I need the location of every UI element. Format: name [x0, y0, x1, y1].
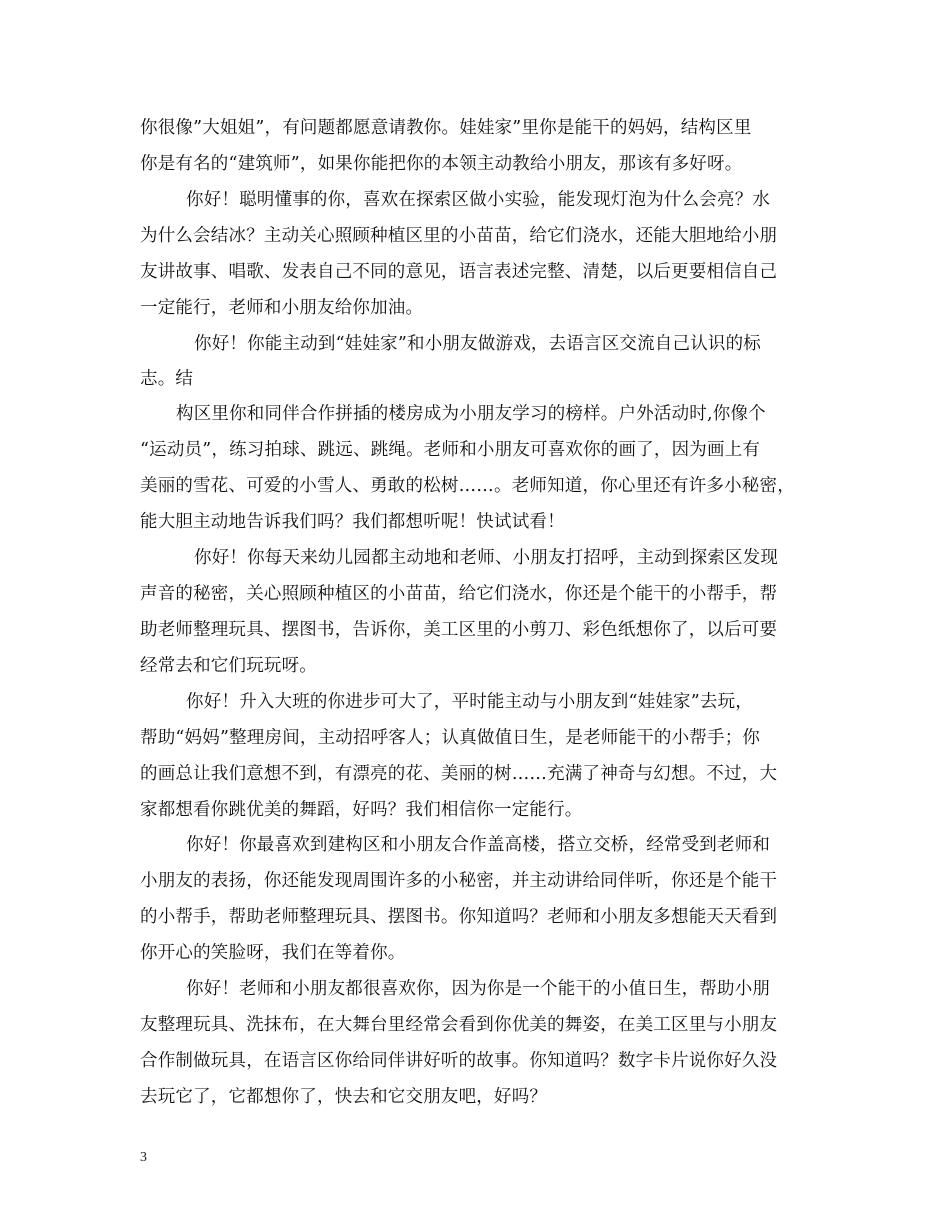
text-line: “运动员”，练习拍球、跳远、跳绳。老师和小朋友可喜欢你的画了，因为画上有	[140, 440, 761, 460]
text-line: 经常去和它们玩玩呀。	[140, 656, 317, 676]
page-number: 3	[140, 1150, 147, 1165]
text-line: 一定能行，老师和小朋友给你加油。	[140, 298, 424, 318]
text-line: 友讲故事、唱歌、发表自己不同的意见，语言表述完整、清楚，以后更要相信自己	[140, 262, 778, 282]
text-line: 你好！老师和小朋友都很喜欢你，因为你是一个能干的小值日生，帮助小朋	[186, 979, 771, 999]
text-line: 助老师整理玩具、摆图书，告诉你，美工区里的小剪刀、彩色纸想你了，以后可要	[140, 620, 778, 640]
text-line: 你是有名的“建筑师”，如果你能把你的本领主动教给小朋友，那该有多好呀。	[140, 154, 743, 174]
text-line: 你好！聪明懂事的你，喜欢在探索区做小实验，能发现灯泡为什么会亮？水	[186, 190, 771, 210]
text-line: 家都想看你跳优美的舞蹈，好吗？我们相信你一定能行。	[140, 800, 583, 820]
text-line: 的画总让我们意想不到，有漂亮的花、美丽的树……充满了神奇与幻想。不过，大	[140, 764, 778, 784]
text-line: 美丽的雪花、可爱的小雪人、勇敢的松树……。老师知道，你心里还有许多小秘密，	[140, 476, 795, 496]
text-line: 声音的秘密，关心照顾种植区的小苗苗，给它们浇水，你还是个能干的小帮手，帮	[140, 584, 778, 604]
text-line: 帮助“妈妈”整理房间，主动招呼客人；认真做值日生，是老师能干的小帮手；你	[140, 728, 761, 748]
text-line: 的小帮手，帮助老师整理玩具、摆图书。你知道吗？老师和小朋友多想能天天看到	[140, 907, 778, 927]
text-line: 你好！你每天来幼儿园都主动地和老师、小朋友打招呼，主动到探索区发现	[194, 548, 779, 568]
text-line: 你好！你能主动到“娃娃家”和小朋友做游戏，去语言区交流自己认识的标	[194, 334, 761, 354]
text-line: 能大胆主动地告诉我们吗？我们都想听呢！快试试看！	[140, 512, 565, 532]
text-line: 构区里你和同伴合作拼插的楼房成为小朋友学习的榜样。户外活动时,你像个	[176, 404, 766, 424]
text-line: 友整理玩具、洗抹布，在大舞台里经常会看到你优美的舞姿，在美工区里与小朋友	[140, 1015, 778, 1035]
text-line: 你好！你最喜欢到建构区和小朋友合作盖高楼，搭立交桥，经常受到老师和	[186, 835, 771, 855]
text-line: 志。结	[140, 369, 194, 389]
text-line: 你开心的笑脸呀，我们在等着你。	[140, 943, 406, 963]
text-line: 去玩它了，它都想你了，快去和它交朋友吧，好吗？	[140, 1087, 548, 1107]
text-line: 合作制做玩具，在语言区你给同伴讲好听的故事。你知道吗？数字卡片说你好久没	[140, 1051, 778, 1071]
text-line: 你好！升入大班的你进步可大了，平时能主动与小朋友到“娃娃家”去玩，	[186, 692, 753, 712]
text-line: 小朋友的表扬，你还能发现周围许多的小秘密，并主动讲给同伴听，你还是个能干	[140, 871, 778, 891]
text-line: 为什么会结冰？主动关心照顾种植区里的小苗苗，给它们浇水，还能大胆地给小朋	[140, 226, 778, 246]
text-line: 你很像”大姐姐”，有问题都愿意请教你。娃娃家”里你是能干的妈妈，结构区里	[140, 118, 752, 138]
